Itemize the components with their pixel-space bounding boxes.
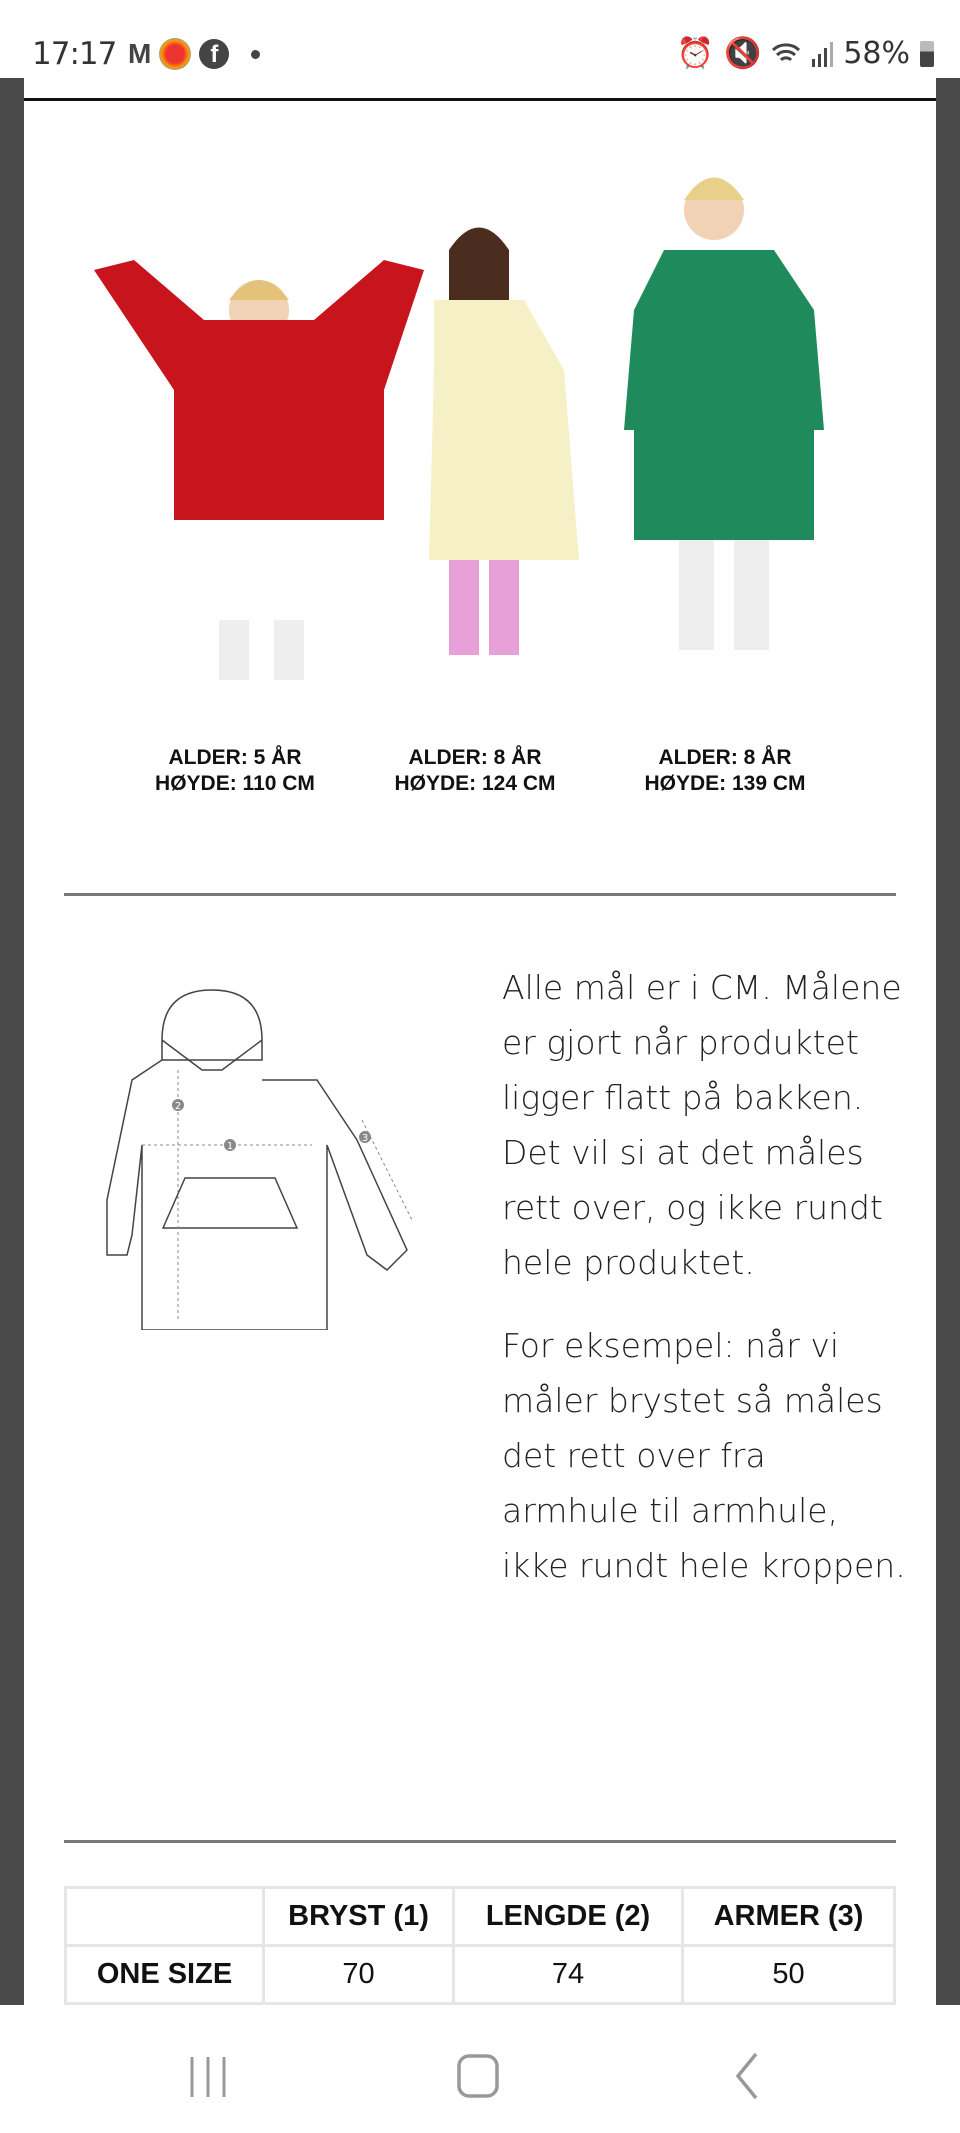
model-3-caption: ALDER: 8 ÅR HØYDE: 139 CM <box>644 746 806 795</box>
notification-icons <box>128 38 260 70</box>
model-3-figure <box>624 178 824 651</box>
marker-1: 1 <box>226 1141 234 1152</box>
header-lengde: LENGDE (2) <box>454 1888 683 1946</box>
model-2-caption: ALDER: 8 ÅR HØYDE: 124 CM <box>394 746 556 795</box>
hoodie-measurement-diagram <box>100 960 440 1330</box>
left-edge <box>0 78 24 2005</box>
home-button[interactable] <box>456 2053 500 2099</box>
marker-3: 3 <box>361 1133 369 1144</box>
model-2-figure <box>429 228 579 656</box>
model-1-caption: ALDER: 5 ÅR HØYDE: 110 CM <box>155 746 315 795</box>
candy-crush-icon <box>159 38 191 70</box>
marker-2: 2 <box>174 1101 182 1112</box>
cell-bryst: 70 <box>264 1946 454 2004</box>
header-armer: ARMER (3) <box>683 1888 895 1946</box>
measurement-description <box>502 960 912 1621</box>
description-paragraph-1: Alle mål er i CM. Målene er gjort når produktet ligger flatt på bakken. Det vil si at det måles rett over, og ikke rundt hele produktet. <box>502 968 902 1282</box>
alarm-icon: ⏰ <box>676 36 714 71</box>
right-edge <box>936 78 960 2005</box>
facebook-icon: f <box>199 39 229 69</box>
navigation-bar <box>0 2005 960 2133</box>
header-empty <box>66 1888 264 1946</box>
clock: 17:17 <box>32 36 117 72</box>
wifi-icon <box>771 40 801 68</box>
top-rule <box>24 98 936 101</box>
signal-icon <box>811 41 833 67</box>
battery-level: 58% <box>843 36 910 71</box>
row-label: ONE SIZE <box>66 1946 264 2004</box>
header-bryst: BRYST (1) <box>264 1888 454 1946</box>
recent-apps-button[interactable] <box>188 2055 228 2099</box>
table-header-row <box>66 1888 895 1946</box>
status-bar <box>0 0 960 78</box>
product-photo-kids <box>64 150 896 730</box>
gmail-icon: M <box>128 38 152 69</box>
mute-icon: 🔇 <box>723 36 762 71</box>
back-button[interactable] <box>732 2051 762 2101</box>
section-divider <box>64 893 896 896</box>
size-table <box>64 1886 896 2005</box>
cell-armer: 50 <box>683 1946 895 2004</box>
table-row <box>66 1946 895 2004</box>
description-paragraph-2: For eksempel: når vi måler brystet så måles det rett over fra armhule til armhule, ikke rundt hele kroppen. <box>502 1326 906 1585</box>
dot-icon <box>251 50 260 59</box>
cell-lengde: 74 <box>454 1946 683 2004</box>
section-divider <box>64 1840 896 1843</box>
battery-icon <box>920 41 934 67</box>
model-1-figure <box>94 260 424 680</box>
